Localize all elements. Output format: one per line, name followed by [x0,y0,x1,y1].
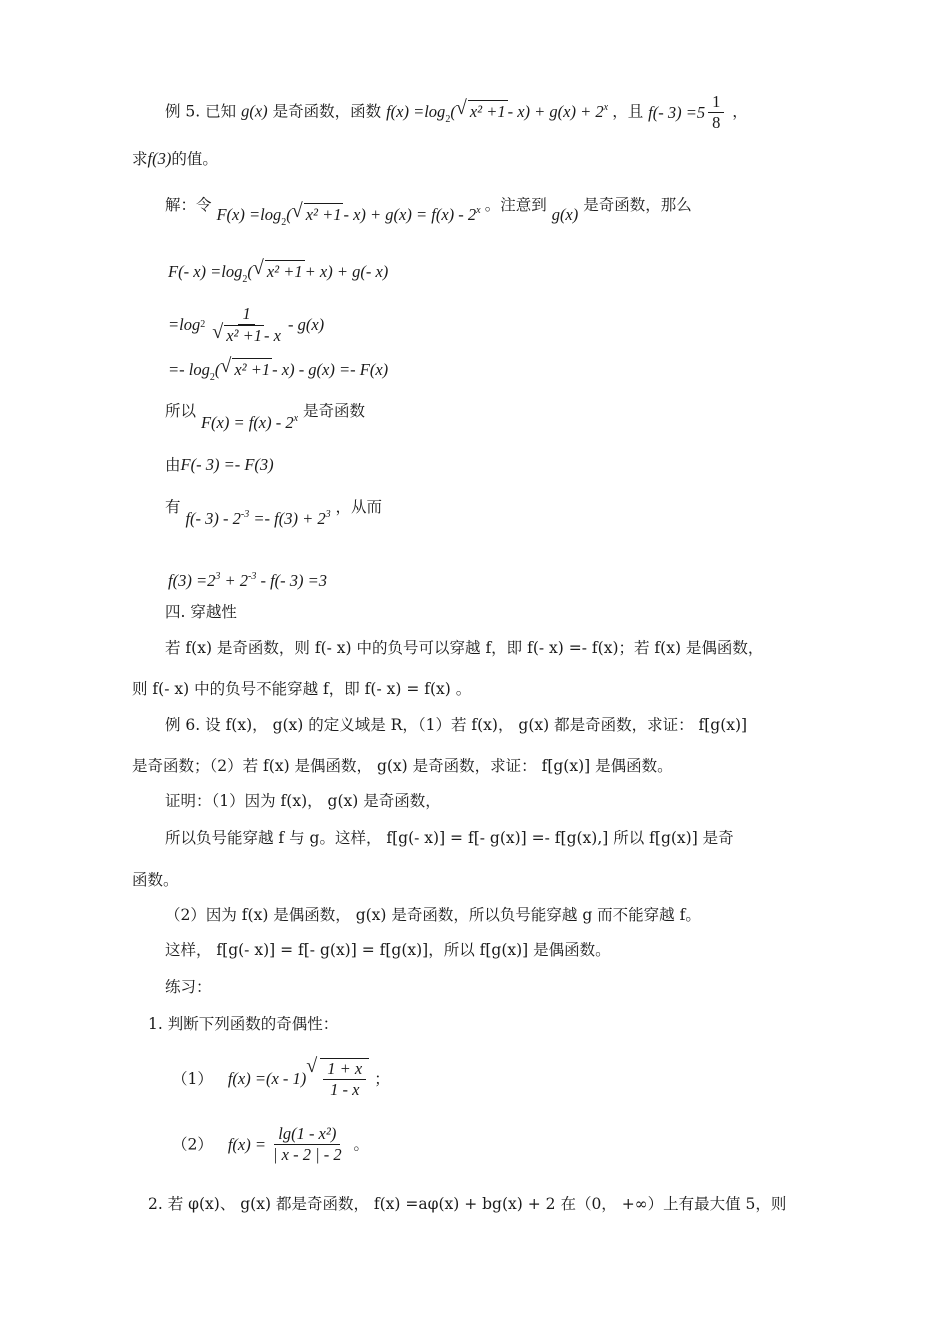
math-step1: F(- $x) =\log_2(√$ x² +1 + x) + g(- x) [168,262,388,281]
math-have: f(- $3) - 2^{-3} =- f(3) + 2^3$ [185,509,331,528]
item-label: （2） [172,1135,213,1154]
solution-result [168,566,327,592]
math-by: F(- 3) =- F(3) [180,455,274,474]
text: 所以负号能穿越 f 与 g。这样， f[g(- x)] = f[- g(x)] =- f[g(x),] 所以 f[g(x)] 是奇 [165,829,734,847]
section4-p2 [132,678,471,700]
item-label: （1） [172,1070,213,1088]
solution-have [165,492,383,528]
text: 这样， f[g(- x)] = f[- g(x)] = f[g(x)]，所以 f[g(x)] 是偶函数。 [165,941,611,959]
math-q1a: f(x) =(x - 1) √ $\frac{1 + x}{1 - x}$ [228,1058,369,1100]
example6-proof4 [165,904,701,926]
math-result: $f(3) =2^3 + 2^{-3} - f(-$ 3) =3 [168,571,328,590]
text: 的值。 [171,150,218,168]
solution-intro [165,190,692,228]
text: 则 f(- x) 中的负号不能穿越 f，即 f(- x) = f(x) 。 [132,680,472,698]
practice-title [165,976,212,998]
practice-q1 [148,1013,338,1035]
math-fm3: f(- 3) =5 $\frac{1}{8}$ [648,92,727,133]
example6-proof5 [165,939,611,961]
text: 是奇函数 [303,402,366,420]
solution-by [165,454,274,476]
math-fx-def: $f(x) =\log_2(√$ $x^2 +1 - x) + g(x) + 2^x$ [386,102,612,121]
section-title: 四. 穿越性 [165,603,237,621]
math-f3: f(3) [147,149,172,168]
text: 。 [353,1135,370,1154]
section4-title [165,601,237,623]
text: 例 6. 设 f(x)， g(x) 的定义域是 R，（1）若 f(x)， g(x) 都是奇函数，求证： f[g(x)] [165,716,748,734]
section4-p1 [165,637,763,659]
text: 例 5. 已知 [165,102,237,121]
example6-proof2 [165,827,734,849]
text: 函数。 [132,871,179,889]
text: 是奇函数；（2）若 f(x) 是偶函数， g(x) 是奇函数，求证： f[g(x)] 是偶函数。 [132,757,673,775]
practice-q1b [172,1124,369,1165]
text: ， [732,102,748,121]
text: 练习： [165,978,212,996]
math-g: g(x) [241,101,268,121]
practice-q1a [172,1058,390,1100]
solution-step3 [168,358,388,389]
text: ； [374,1070,390,1088]
text: 解：令 [165,196,212,214]
example6-proof1 [165,790,441,812]
text: 1. 判断下列函数的奇偶性： [148,1015,339,1033]
math-q1b: f(x) = $\frac{\text{lg(1 - x²)}}{| x - 2 | - 2}$ [227,1124,342,1164]
math-g: g(x) [551,205,579,224]
text: 。注意到 [484,196,547,214]
math-step3: =- $\log_2(√$ x² +1 - x) - g(x) =- F(x) [168,360,388,379]
text: 2. 若 φ(x)、 g(x) 都是奇函数， f(x) =aφ(x) + bg(x) + 2 在（0， +∞）上有最大值 5，则 [148,1195,787,1213]
math-so: F(x) = f(x) - 2$^x$ [200,413,299,432]
text: 是奇函数，函数 [272,102,382,121]
example6-p1 [165,714,747,736]
text: 求 [132,150,148,168]
solution-step1 [168,260,388,291]
text: 是奇函数，那么 [583,196,692,214]
text: 若 f(x) 是奇函数，则 f(- x) 中的负号可以穿越 f，即 f(- x) =- f(x)；若 f(x) 是偶函数， [165,639,764,657]
text: 由 [165,456,181,474]
text: ，从而 [335,498,383,516]
example6-proof3 [132,869,179,891]
solution-so [165,396,366,432]
math-step2: =log 2 1 √ x² +1 - x - g(x) [168,304,324,346]
practice-q2 [148,1193,786,1215]
text: （2）因为 f(x) 是偶函数， g(x) 是奇函数，所以负号能穿越 g 而不能穿越 f。 [165,906,701,924]
solution-step2 [168,304,324,346]
math-F-def: $F(x) =\log_2(√$ x² +1 - x) + g(x) = f(x) - 2$^x$ [216,205,484,224]
example5-line1 [165,92,748,133]
text: 有 [165,498,181,516]
example6-p2 [132,755,673,777]
text: ，且 [612,102,644,121]
example5-line2 [132,148,218,170]
text: 证明：（1）因为 f(x)， g(x) 是奇函数， [165,792,441,810]
text: 所以 [165,402,197,420]
